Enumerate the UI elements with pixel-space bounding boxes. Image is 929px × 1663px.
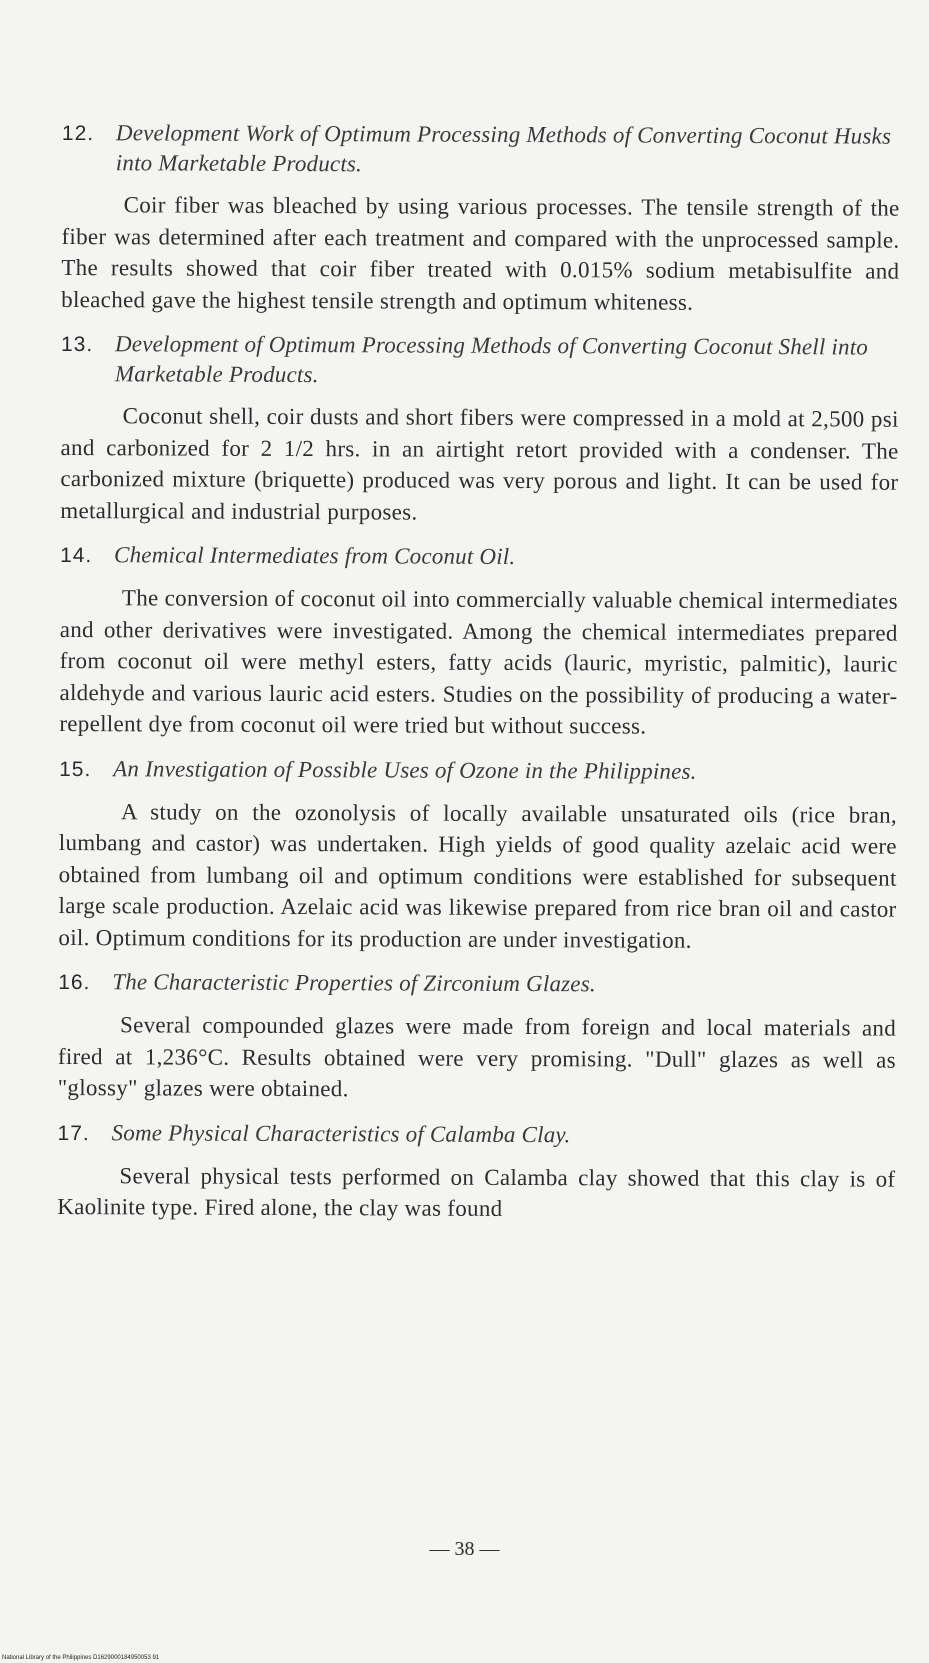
section-heading <box>60 540 898 575</box>
page-number: — 38 — <box>429 1538 500 1560</box>
section-number: 15. <box>59 757 92 781</box>
section-title: Development Work of Optimum Processing Methods of Converting Coconut Husks into Marketable Products. <box>115 120 892 177</box>
section-number: 12. <box>61 121 95 146</box>
section-title: Some Physical Characteristics of Calamba Clay. <box>111 1119 571 1147</box>
section-body: The conversion of coconut oil into commercially valuable chemical intermediates and other derivatives were investigated. Among the chemical intermediates prepared from coconut oil were methyl esters, fatty acids (lauric, myristic, palmitic), lauric aldehyde and various lauric acid esters. Studies on the possibility of producing a water-repellent dye from coconut oil were tried but without success. <box>59 585 898 739</box>
section-body: A study on the ozonolysis of locally available unsaturated oils (rice bran, lumbang and castor) was undertaken. High yields of good quality azelaic acid were obtained from lumbang oil and optimum conditions were established for subsequent large scale production. Azelaic acid was likewise prepared from rice bran oil and castor oil. Optimum conditions for its production are under investigation. <box>58 798 898 953</box>
section-number: 16. <box>58 970 91 995</box>
footer-note: National Library of the Philippines D1629000184950053 91 <box>2 1655 160 1661</box>
section-heading <box>58 1117 896 1152</box>
section-heading <box>58 967 896 1002</box>
section-number: 14. <box>60 543 93 568</box>
section-17 <box>57 1117 895 1226</box>
section-heading <box>59 753 897 788</box>
section-title: An Investigation of Possible Uses of Ozone in the Philippines. <box>113 755 697 784</box>
section-12 <box>61 118 900 319</box>
section-body: Coconut shell, coir dusts and short fibers were compressed in a mold at 2,500 psi and carbonized for 2 1/2 hrs. in an airtight retort provided with a condenser. The carbonized mixture (briquette) produced was very porous and light. It can be used for metallurgical and industrial purposes. <box>60 403 899 525</box>
section-title: Chemical Intermediates from Coconut Oil. <box>114 542 516 569</box>
section-14 <box>59 540 898 743</box>
section-number: 17. <box>57 1121 90 1145</box>
document-content <box>57 118 900 1240</box>
section-body: Several physical tests performed on Calamba clay showed that this clay is of Kaolinite type. Fired alone, the clay was found <box>57 1162 896 1221</box>
section-number: 13. <box>60 332 94 357</box>
section-heading <box>61 329 899 393</box>
section-16 <box>58 967 897 1107</box>
section-title: Development of Optimum Processing Methods of Converting Coconut Shell into Marketable Products. <box>114 331 869 388</box>
section-15 <box>58 753 897 956</box>
section-13 <box>60 329 899 530</box>
section-body: Several compounded glazes were made from foreign and local materials and fired at 1,236°C. Results obtained were very promising. "Dull" glazes as well as "glossy" glazes were obtained. <box>57 1012 897 1102</box>
section-title: The Characteristic Properties of Zirconium Glazes. <box>112 969 596 997</box>
section-body: Coir fiber was bleached by using various processes. The tensile strength of the fiber was determined after each treatment and compared with the unprocessed sample. The results showed that coir fiber treated with 0.015% sodium metabisulfite and bleached gave the highest tensile strength and optimum whiteness. <box>61 192 900 315</box>
section-heading <box>62 118 900 182</box>
